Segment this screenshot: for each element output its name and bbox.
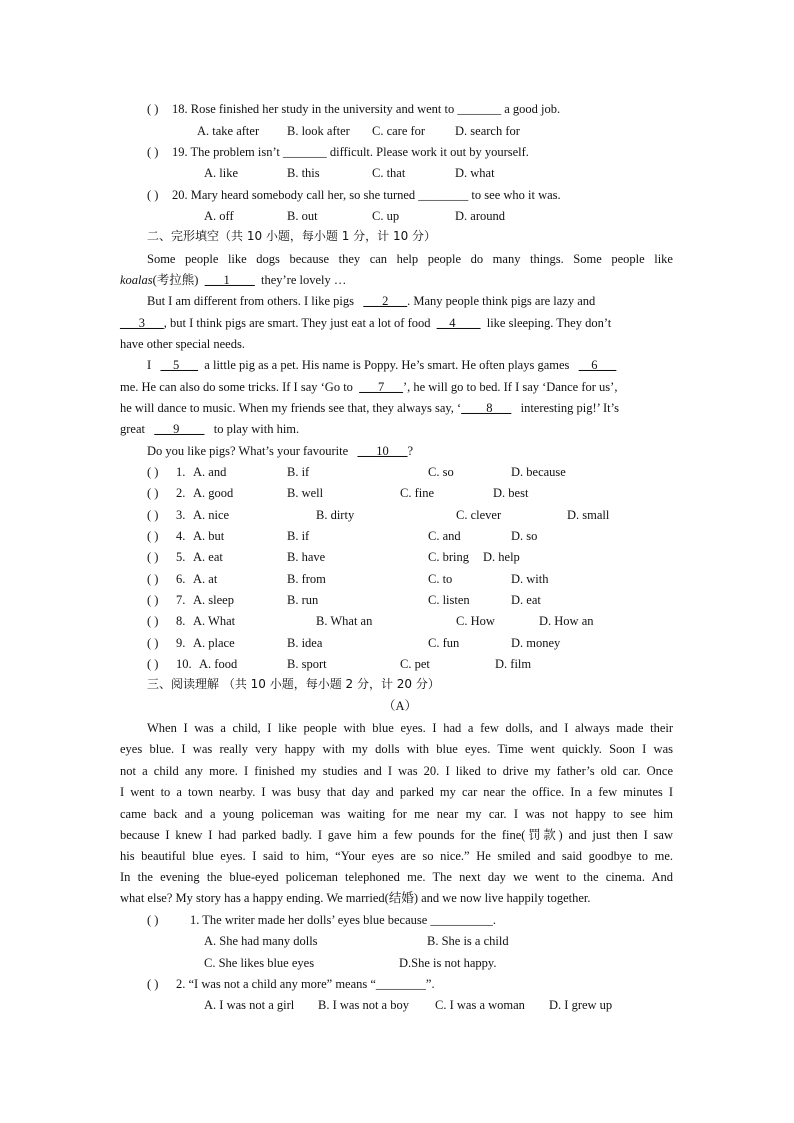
koalas-word: koalas (120, 273, 153, 287)
rq1-option-a: A. She had many dolls (204, 934, 318, 948)
option-paren[interactable]: ( ) (147, 508, 159, 522)
passage-line: because I knew I had parked badly. I gave him a few pounds for the fine(罚款) and just then I saw (120, 828, 673, 842)
passage-line: what else? My story has a happy ending. We married(结婚) and we now live happily together. (120, 891, 591, 905)
cloze-p3-line4 (120, 421, 299, 437)
option-c: C. listen (428, 593, 470, 607)
option-paren[interactable]: ( ) (147, 486, 159, 500)
q19-option-b: B. this (287, 166, 320, 180)
passage-line: I went to a town nearby. I was busy that day and parked my car near the office. In a few minutes I (120, 785, 673, 799)
p3c-rest: interesting pig!’ It’s (520, 401, 619, 415)
cloze-p1-line1: Some people like dogs because they can help people do many things. Some people like (147, 252, 673, 266)
rq1-option-d: D.She is not happy. (399, 956, 497, 970)
q18-option-d: D. search for (455, 124, 520, 138)
option-a: A. eat (193, 550, 223, 564)
blank-5[interactable]: __5___ (160, 358, 199, 372)
q19-stem: 19. The problem isn’t _______ difficult. Please work it out by yourself. (172, 145, 529, 159)
p3d-rest: to play with him. (213, 422, 300, 436)
q18-option-a: A. take after (197, 124, 260, 138)
q20-option-c: C. up (372, 209, 400, 223)
q20-stem: 20. Mary heard somebody call her, so she turned ________ to see who it was. (172, 188, 561, 202)
option-a: A. but (193, 529, 225, 543)
rq2-paren[interactable]: ( ) (147, 977, 159, 991)
option-c: C. fun (428, 636, 460, 650)
option-paren[interactable]: ( ) (147, 614, 159, 628)
option-a: A. food (199, 657, 238, 671)
passage-line: When I was a child, I like people with blue eyes. I had a few dolls, and I always made their (147, 721, 673, 735)
p3b-text: me. He can also do some tricks. If I say ‘Go to (120, 380, 353, 394)
cloze-p2-line1 (147, 293, 595, 309)
cloze-p2-line2 (120, 315, 611, 331)
cloze-p1-line2 (120, 272, 346, 288)
option-c: C. so (428, 465, 454, 479)
q20-option-a: A. off (204, 209, 234, 223)
option-a: A. sleep (193, 593, 234, 607)
blank-3[interactable]: ___3___ (120, 316, 164, 330)
q18-stem: 18. Rose finished her study in the university and went to _______ a good job. (172, 102, 561, 116)
q19-option-a: A. like (204, 166, 239, 180)
passage-line: his beautiful blue eyes. I said to him, “Your eyes are so nice.” He smiled and said goodbye to me. (120, 849, 673, 863)
rq2-option-c: C. I was a woman (435, 998, 525, 1012)
option-c: C. bring (428, 550, 469, 564)
rq1-option-c: C. She likes blue eyes (204, 956, 315, 970)
passage-label: （A） (383, 699, 418, 713)
option-d: D. best (493, 486, 529, 500)
option-a: A. and (193, 465, 227, 479)
rq1-option-b: B. She is a child (427, 934, 509, 948)
option-num: 5. (176, 550, 186, 564)
option-b: B. well (287, 486, 324, 500)
p3-text: a little pig as a pet. His name is Poppy. He’s smart. He often plays games (204, 358, 570, 372)
option-d: D. eat (511, 593, 541, 607)
option-b: B. if (287, 529, 310, 543)
option-paren[interactable]: ( ) (147, 593, 159, 607)
p4-text: Do you like pigs? What’s your favourite (147, 444, 349, 458)
q20-paren[interactable]: ( ) (147, 188, 159, 202)
p3-i: I (147, 358, 152, 372)
q18-option-b: B. look after (287, 124, 350, 138)
p4-rest: ? (407, 444, 414, 458)
option-num: 7. (176, 593, 186, 607)
option-b: B. What an (316, 614, 373, 628)
q19-option-d: D. what (455, 166, 495, 180)
option-a: A. nice (193, 508, 230, 522)
option-a: A. place (193, 636, 235, 650)
option-d: D. because (511, 465, 566, 479)
option-d: D. money (511, 636, 561, 650)
cloze-p3-line2 (120, 379, 617, 395)
blank-2[interactable]: ___2___ (363, 294, 408, 308)
q20-option-b: B. out (287, 209, 318, 223)
p3b-rest: ’, he will go to bed. If I say ‘Dance for us’, (402, 380, 618, 394)
p2b-text: , but I think pigs are smart. They just eat a lot of food (163, 316, 431, 330)
option-a: A. good (193, 486, 234, 500)
passage-line: eyes blue. I was really very happy with my dolls with blue eyes. Time went quickly. Soon I was (120, 742, 673, 756)
option-d: D. help (483, 550, 520, 564)
option-b: B. run (287, 593, 319, 607)
option-num: 3. (176, 508, 186, 522)
cloze-p2-line3: have other special needs. (120, 337, 245, 351)
option-num: 2. (176, 486, 186, 500)
option-a: A. at (193, 572, 218, 586)
rq1-paren[interactable]: ( ) (147, 913, 159, 927)
option-paren[interactable]: ( ) (147, 572, 159, 586)
option-b: B. if (287, 465, 310, 479)
option-b: B. idea (287, 636, 323, 650)
rq1-stem: 1. The writer made her dolls’ eyes blue because __________. (190, 913, 497, 927)
p3c-text: he will dance to music. When my friends see that, they always say, ‘ (120, 401, 462, 415)
q20-option-d: D. around (455, 209, 505, 223)
option-c: C. fine (400, 486, 435, 500)
option-c: C. How (456, 614, 495, 628)
p2-text: But I am different from others. I like pigs (147, 294, 355, 308)
rq2-stem: 2. “I was not a child any more” means “________”. (176, 977, 435, 991)
option-paren[interactable]: ( ) (147, 636, 159, 650)
passage-line: came back and a young policeman was waiting for me near my car. I was not happy to see him (120, 807, 673, 821)
blank-1[interactable]: ___1____ (204, 273, 255, 287)
q18-option-c: C. care for (372, 124, 426, 138)
blank-10[interactable]: ___10___ (357, 444, 408, 458)
option-paren[interactable]: ( ) (147, 550, 159, 564)
option-b: B. from (287, 572, 326, 586)
option-c: C. pet (400, 657, 430, 671)
q19-paren[interactable]: ( ) (147, 145, 159, 159)
p2-rest: . Many people think pigs are lazy and (407, 294, 596, 308)
option-num: 4. (176, 529, 186, 543)
passage-line: In the evening the blue-eyed policeman telephoned me. The next day we went to the cinema. And (120, 870, 673, 884)
rq2-option-b: B. I was not a boy (318, 998, 409, 1012)
q18-paren[interactable]: ( ) (147, 102, 159, 116)
blank-9[interactable]: ___9____ (154, 422, 205, 436)
p2b-rest: like sleeping. They don’t (486, 316, 612, 330)
option-d: D. so (511, 529, 538, 543)
p3d-text: great (120, 422, 145, 436)
option-d: D. film (495, 657, 532, 671)
cloze-p1-rest: they’re lovely … (260, 273, 347, 287)
option-c: C. and (428, 529, 461, 543)
option-d: D. small (567, 508, 610, 522)
option-paren[interactable]: ( ) (147, 465, 159, 479)
option-b: B. sport (287, 657, 327, 671)
cloze-p3-line1 (147, 357, 616, 373)
option-num: 6. (176, 572, 186, 586)
q19-option-c: C. that (372, 166, 406, 180)
option-b: B. have (287, 550, 326, 564)
option-d: D. with (511, 572, 549, 586)
option-num: 8. (176, 614, 186, 628)
option-paren[interactable]: ( ) (147, 529, 159, 543)
blank-8[interactable]: ____8___ (461, 401, 512, 415)
section3-title: 三、阅读理解 （共 10 小题，每小题 2 分，计 20 分） (147, 677, 440, 691)
cloze-p4 (147, 443, 413, 459)
option-num: 1. (176, 465, 186, 479)
option-b: B. dirty (316, 508, 355, 522)
option-num: 9. (176, 636, 186, 650)
rq2-option-a: A. I was not a girl (204, 998, 295, 1012)
option-c: C. clever (456, 508, 502, 522)
option-num: 10. (176, 657, 192, 671)
koalas-cn: (考拉熊) (152, 273, 199, 287)
blank-7[interactable]: ___7___ (359, 380, 403, 394)
rq2-option-d: D. I grew up (549, 998, 613, 1012)
blank-4[interactable]: __4____ (436, 316, 481, 330)
blank-6[interactable]: __6___ (578, 358, 617, 372)
section2-title: 二、完形填空（共 10 小题，每小题 1 分，计 10 分） (147, 229, 437, 243)
cloze-p3-line3 (120, 400, 619, 416)
option-paren[interactable]: ( ) (147, 657, 159, 671)
option-d: D. How an (539, 614, 594, 628)
option-a: A. What (193, 614, 236, 628)
option-c: C. to (428, 572, 453, 586)
passage-line: not a child any more. I finished my studies and I was 20. I liked to drive my father’s old car. Once (120, 764, 673, 778)
